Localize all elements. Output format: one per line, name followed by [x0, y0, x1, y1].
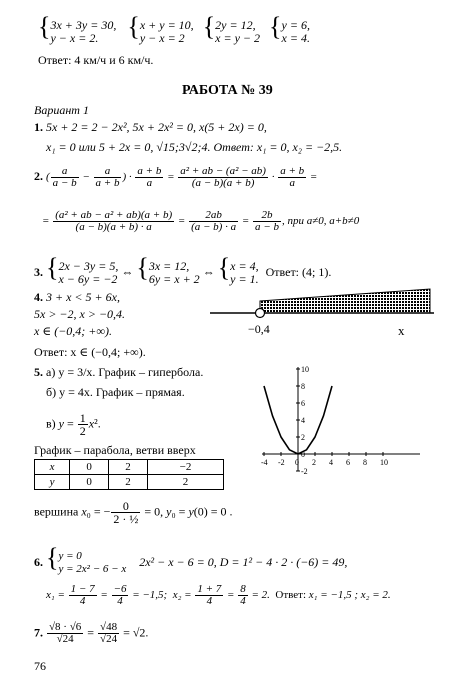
- y-tick-label: 8: [301, 382, 305, 391]
- eq: x − 6y = −2: [58, 272, 118, 287]
- problem-5-b: б) y = 4x. График – прямая.: [46, 385, 185, 399]
- equiv-arrow: ⇔: [202, 265, 215, 279]
- x-tick-label: 6: [346, 458, 350, 467]
- variant-label: Вариант 1: [34, 103, 89, 117]
- table-row: [35, 460, 224, 475]
- x-tick-label: 2: [312, 458, 316, 467]
- eq: x = 4,: [230, 259, 259, 274]
- eq: x = y − 2: [215, 31, 261, 46]
- eq: y = 0: [58, 550, 82, 563]
- y-tick-label: 10: [301, 365, 309, 374]
- problem-2-line1: 2. ( $\frac{a}{a - b}$ − $\frac{a}{a + b}$ ) · $\frac{a + b}{a}$ = $\frac{\text{a² + ab − (a² − ab)}}{(a - b)(a + b)}$ · $\frac{a + b}{a}$ =: [34, 165, 318, 189]
- x-tick-label: 10: [380, 458, 388, 467]
- values-table: [34, 459, 224, 490]
- equiv-arrow: ⇔: [121, 265, 134, 279]
- axis-label: x: [398, 323, 405, 338]
- eq: x + y = 10,: [139, 18, 194, 33]
- table-cell: −2: [147, 460, 223, 475]
- eq: 3x = 12,: [148, 259, 190, 274]
- y-tick-label: 0: [301, 450, 305, 459]
- solution-region: [260, 289, 430, 313]
- x-tick-label: 4: [329, 458, 333, 467]
- problem-3: 3. {2x − 3y = 5, x − 6y = −2 ⇔ {3x = 12, 6y = x + 2 ⇔ {x = 4, y = 1. Ответ: (4; 1).: [34, 253, 332, 287]
- page-number: 76: [34, 659, 46, 673]
- problem-1-line2: x₁ = 0 или 5 + 2x = 0, √15;3√2;4. Ответ: x₁ = 0, x₂ = −2,5.: [46, 140, 343, 154]
- x-tick-label: -2: [278, 458, 285, 467]
- eq: y = 2x² − 6 − x: [58, 563, 127, 576]
- table-cell: 0: [70, 460, 109, 475]
- table-cell: x: [35, 460, 70, 475]
- problem-5-vertex: вершина x₀ = − $\frac{0}{\text{2 · ½}}$ = 0, y₀ = y(0) = 0 .: [34, 499, 233, 526]
- problem-6-line2: x₁ = $\frac{1 - 7}{4}$ = $\frac{-6}{4}$ = −1,5; x₂ = $\frac{1 + 7}{4}$ = $\frac{8}{4}$ = 2. Ответ: x₁ = −1,5 ; x₂ = 2.: [46, 583, 391, 607]
- problem-4-answer: Ответ: x ∈ (−0,4; +∞).: [34, 345, 146, 359]
- problem-5-c: в) y = $\frac{1}{2}$ x².: [46, 411, 101, 438]
- eq: x = 4.: [281, 31, 310, 46]
- x-tick-label: 0: [295, 458, 299, 467]
- table-cell: y: [35, 475, 70, 490]
- y-tick-label: 6: [301, 399, 305, 408]
- table-row: [35, 475, 224, 490]
- top-answer: Ответ: 4 км/ч и 6 км/ч.: [38, 53, 154, 67]
- eq: y − x = 2: [139, 31, 185, 46]
- page-title: РАБОТА № 39: [182, 83, 273, 98]
- problem-1-line1: 1. 5x + 2 = 2 − 2x², 5x + 2x² = 0, x(5 + 2x) = 0,: [34, 120, 267, 134]
- table-cell: 0: [70, 475, 109, 490]
- y-tick-label: -2: [301, 467, 308, 476]
- open-point: [256, 309, 265, 318]
- eq: y = 6,: [281, 18, 310, 33]
- eq: 2y = 12,: [215, 18, 256, 33]
- y-tick-label: 2: [301, 433, 305, 442]
- problem-4-line2: 5x > −2, x > −0,4.: [34, 307, 126, 321]
- x-tick-label: -4: [261, 458, 268, 467]
- eq: 6y = x + 2: [148, 272, 200, 287]
- problem-2-line2: = $\frac{\text{(a² + ab − a² + ab)(a + b)}}{(a - b)(a + b) \cdot a}$ = $\frac{2ab}{(a - b) \cdot a}$ = $\frac{2b}{a - b}$ , при a≠0, a+b≠0: [42, 209, 360, 233]
- problem-6-line1: 6. {y = 0 y = 2x² − 6 − x 2x² − x − 6 = 0, D = 1² − 4 · 2 · (−6) = 49,: [34, 543, 348, 576]
- point-label: −0,4: [248, 322, 270, 336]
- eq: 2x − 3y = 5,: [58, 259, 119, 274]
- problem-4-line3: x ∈ (−0,4; +∞).: [34, 324, 112, 338]
- problem-4-line1: 4. 3 + x < 5 + 6x,: [34, 290, 120, 304]
- table-cell: 2: [147, 475, 223, 490]
- eq: y = 1.: [230, 272, 259, 287]
- problem-2-expr1: ( $\frac{a}{a - b}$ − $\frac{a}{a + b}$ ) · $\frac{a + b}{a}$ = $\frac{\text{a² + ab − (a² − ab)}}{(a - b)(a + b)}$ · $\frac{a + b}{a}$ =: [46, 165, 318, 189]
- y-tick-label: 4: [301, 416, 305, 425]
- problem-7: 7. $\frac{√8 \cdot √6}{√24}$ = $\frac{√48}{√24}$ = √2.: [34, 621, 149, 645]
- problem-5-a: 5. а) y = 3/x. График – гипербола.: [34, 365, 204, 379]
- problem-3-answer: Ответ: (4; 1).: [265, 265, 332, 279]
- eq: 3x + 3y = 30,: [50, 18, 117, 33]
- number-line: [210, 283, 436, 341]
- table-cell: 2: [109, 475, 148, 490]
- problem-5-graph-text: График – парабола, ветви вверх: [34, 443, 196, 457]
- parabola-chart: [262, 364, 422, 476]
- eq: y − x = 2.: [50, 31, 99, 46]
- top-systems: {3x + 3y = 30, y − x = 2. {x + y = 10, y − x = 2 {2y = 12, x = y − 2 {y = 6, x = 4.: [38, 12, 310, 46]
- table-cell: 2: [109, 460, 148, 475]
- x-tick-label: 8: [363, 458, 367, 467]
